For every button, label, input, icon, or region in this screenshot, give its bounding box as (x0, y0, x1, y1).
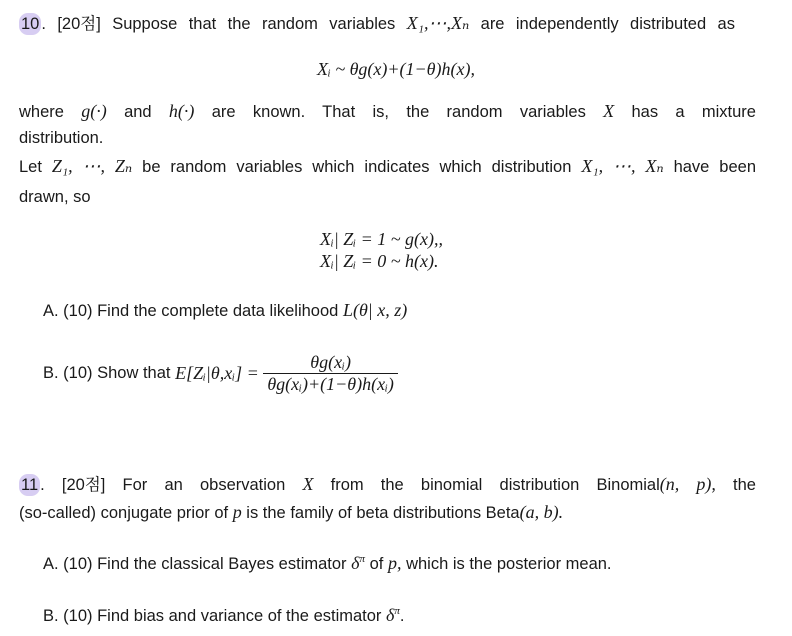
q11-part-b-pi: π (394, 605, 400, 617)
q11-l1-text: For an observation (122, 476, 286, 494)
q10-part-a-math: L(θ| x, z) (342, 300, 408, 320)
q11-l1-binomial: from the binomial distribution Binomial (330, 476, 660, 494)
q10-eq2a-text: Xᵢ| Zᵢ = 1 ~ g(x),, (320, 229, 444, 249)
q10-l2-where: where (19, 103, 64, 121)
q10-l4-let: Let (19, 158, 42, 176)
q10-l2-text: are known. That is, the random variables (211, 103, 586, 121)
q11-part-b-period: . (399, 607, 405, 625)
q10-eq2a (320, 228, 443, 251)
q11-part-a-delta-symbol: δ (351, 553, 360, 573)
q10-line1 (19, 12, 735, 35)
q10-l4-text: be random variables which indicates which distribution (142, 158, 572, 176)
q11-l2-text: (so-called) conjugate prior of (19, 504, 229, 522)
q11-part-b (43, 600, 405, 627)
q11-l1-X: X (302, 474, 314, 494)
q11-part-a-delta (351, 553, 365, 573)
q10-part-b (43, 352, 398, 395)
q10-line2 (19, 100, 756, 123)
q10-number: 10 (21, 15, 40, 33)
q10-eq2b-text: Xᵢ| Zᵢ = 0 ~ h(x). (320, 251, 439, 271)
q10-line3: distribution. (19, 129, 104, 147)
q10-line1-text: Suppose that the random variables (112, 15, 396, 33)
q11-l2-p: p (232, 502, 242, 522)
q10-part-a (43, 299, 407, 322)
q11-part-a-of: of (369, 555, 384, 573)
q11-part-a (43, 548, 612, 575)
q11-part-b-text: B. (10) Find bias and variance of the estimator (43, 607, 382, 625)
q10-l4-Z: Z₁, ⋯, Zₙ (51, 156, 133, 176)
q10-part-a-text: A. (10) Find the complete data likelihood (43, 302, 339, 320)
q10-l4-X: X₁, ⋯, Xₙ (581, 156, 664, 176)
q11-part-b-delta (386, 605, 400, 625)
q11-part-a-p: p, (387, 553, 402, 573)
q11-l2-params: (a, b). (519, 502, 564, 522)
q10-line5: drawn, so (19, 188, 91, 206)
q11-line1 (19, 473, 756, 496)
q10-eq1: Xᵢ ~ θg(x)+(1−θ)h(x), (316, 59, 475, 79)
q10-part-b-numerator: θg(xᵢ) (310, 352, 351, 372)
q10-line1-tail: are independently distributed as (480, 15, 735, 33)
q10-l2-h: h(·) (168, 101, 195, 121)
q10-part-b-denominator: θg(xᵢ)+(1−θ)h(xᵢ) (263, 373, 398, 395)
q10-line1-vars: X₁,⋯,Xₙ (406, 13, 470, 33)
q10-line4 (19, 155, 756, 178)
q11-l1-tail: the (733, 476, 756, 494)
q10-part-b-text: B. (10) Show that (43, 364, 171, 382)
q10-eq2b (320, 250, 439, 273)
q11-part-a-pi: π (359, 553, 366, 565)
q10-l2-and: and (124, 103, 152, 121)
q10-equation-mixture (0, 58, 792, 81)
q11-l1-params: (n, p), (659, 474, 716, 494)
q11-points: . [20점] (40, 476, 106, 494)
q10-points: . [20점] (41, 15, 101, 33)
q11-part-a-text: A. (10) Find the classical Bayes estimator (43, 555, 347, 573)
q10-l2-X: X (603, 101, 615, 121)
q11-number: 11 (21, 476, 39, 494)
q10-l2-g: g(·) (81, 101, 107, 121)
q10-l4-tail: have been (673, 158, 757, 176)
q11-line2 (19, 501, 563, 524)
q11-part-b-delta-symbol: δ (386, 605, 395, 625)
q11-l2-beta: is the family of beta distributions Beta (246, 504, 520, 522)
q11-part-a-tail: which is the posterior mean. (406, 555, 612, 573)
q10-l2-tail: has a mixture (631, 103, 756, 121)
q10-part-b-fraction (263, 352, 398, 395)
q10-part-b-lhs: E[Zᵢ|θ,xᵢ] = (175, 363, 259, 383)
